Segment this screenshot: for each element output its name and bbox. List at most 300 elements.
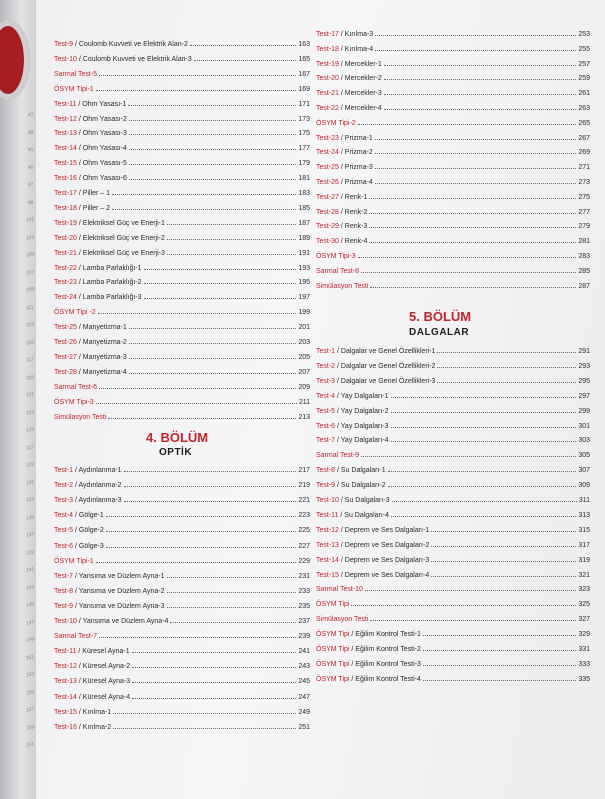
- toc-entry-page-number: 231: [298, 572, 310, 580]
- toc-entry-label: Test-27: [54, 353, 77, 361]
- toc-entry-title: [316, 661, 421, 668]
- toc-entry: [316, 115, 590, 127]
- toc-entry-page-number: 251: [298, 723, 310, 731]
- toc-entry-page-number: 213: [298, 413, 310, 421]
- toc-entry-topic: / Manyetizma-4: [76, 368, 127, 376]
- toc-entry: [54, 364, 310, 376]
- toc-entry-label: ÖSYM Tipi-1: [54, 557, 94, 565]
- toc-entry-topic: / Deprem ve Ses Dalgaları-4: [338, 571, 430, 579]
- toc-entry: [54, 492, 310, 504]
- toc-entry-page-number: 201: [298, 324, 310, 332]
- toc-entry-topic: / Mercekler-2: [338, 75, 382, 83]
- toc-entry-topic: / Gölge-2: [73, 527, 104, 535]
- toc-entry-topic: / Deprem ve Ses Dalgaları-2: [338, 541, 430, 549]
- toc-entry-label: Test-21: [54, 249, 77, 257]
- toc-entry-label: Test-11: [316, 511, 339, 519]
- toc-entry-page-number: 297: [578, 392, 590, 400]
- toc-entry-topic: / Aydınlanma-3: [73, 497, 122, 505]
- toc-entry-label: Test-20: [54, 234, 77, 242]
- dot-leader: [384, 65, 577, 66]
- toc-entry: [316, 358, 590, 370]
- toc-entry: [316, 388, 590, 400]
- toc-entry-label: Test-29: [316, 223, 339, 231]
- toc-entry-topic: / Yansıma ve Düzlem Ayna-1: [73, 572, 165, 580]
- toc-entry: [54, 36, 310, 48]
- toc-entry-title: [54, 648, 130, 655]
- section-5-title: 5. BÖLÜM: [409, 309, 472, 324]
- toc-entry-topic: / Mercekler-3: [338, 90, 382, 98]
- toc-entry: [316, 462, 590, 474]
- toc-entry-title: [54, 235, 165, 242]
- publisher-logo-icon: [0, 20, 30, 100]
- toc-entry-label: Test-25: [316, 164, 339, 172]
- toc-entry-page-number: 303: [578, 437, 590, 445]
- toc-entry-label: Test-1: [54, 467, 74, 474]
- toc-entry-title: [316, 586, 363, 593]
- dot-leader: [361, 272, 576, 273]
- toc-entry: [54, 289, 310, 301]
- adjacent-page-number: 113: [25, 321, 35, 329]
- toc-entry: [316, 248, 590, 260]
- toc-entry-title: [54, 324, 127, 331]
- toc-entry-label: Test-15: [54, 160, 77, 168]
- toc-entry: [54, 689, 310, 701]
- toc-entry-label: Test-5: [316, 407, 336, 415]
- toc-entry: [54, 507, 310, 519]
- toc-entry-title: [316, 482, 386, 489]
- dot-leader: [99, 75, 296, 76]
- toc-entry-label: Test-10: [316, 497, 339, 504]
- toc-entry-label: ÖSYM Tipi: [316, 660, 350, 668]
- dot-leader: [144, 269, 297, 270]
- toc-entry-label: Test-14: [54, 145, 77, 153]
- toc-entry-label: Test-13: [54, 130, 77, 138]
- adjacent-page-number: 91: [28, 146, 35, 154]
- toc-entry: [54, 477, 310, 489]
- toc-entry-title: [316, 238, 367, 245]
- toc-entry-page-number: 195: [298, 279, 310, 287]
- toc-entry-page-number: 217: [298, 467, 310, 474]
- toc-entry-label: Test-12: [316, 526, 339, 534]
- toc-entry-title: [54, 145, 127, 152]
- dot-leader: [132, 667, 296, 668]
- adjacent-page-number: 157: [25, 706, 35, 714]
- toc-entry-page-number: 223: [298, 512, 310, 520]
- dot-leader: [351, 605, 576, 606]
- toc-entry-title: [316, 164, 373, 171]
- toc-entry-label: Test-20: [316, 75, 339, 83]
- toc-entry: [316, 671, 590, 683]
- toc-entry-title: [54, 116, 127, 123]
- dot-leader: [391, 516, 576, 517]
- toc-entry-label: Test-22: [316, 105, 339, 112]
- toc-entry-label: Test-3: [316, 377, 336, 385]
- dot-leader: [369, 242, 576, 243]
- dot-leader: [129, 149, 296, 150]
- toc-entry-label: Test-30: [316, 238, 339, 246]
- toc-entry-title: [316, 423, 389, 430]
- toc-entry: [316, 204, 590, 216]
- toc-entry-topic: / Aydınlanma-2: [73, 482, 122, 490]
- toc-entry-page-number: 219: [298, 482, 310, 490]
- toc-entry-topic: / Yansıma ve Düzlem Ayna-4: [76, 618, 169, 625]
- dot-leader: [106, 516, 297, 517]
- toc-entry-topic: / Yansıma ve Düzlem Ayna-2: [73, 587, 165, 595]
- toc-entry-title: [54, 101, 126, 108]
- dot-leader: [124, 486, 297, 487]
- toc-entry-title: [316, 223, 367, 230]
- adjacent-page-number: 107: [25, 268, 35, 277]
- dot-leader: [128, 105, 296, 106]
- dot-leader: [369, 213, 576, 214]
- dot-leader: [129, 358, 297, 359]
- toc-entry-label: Test-26: [54, 339, 77, 346]
- dot-leader: [423, 635, 576, 636]
- toc-entry-title: [54, 250, 165, 257]
- dot-leader: [361, 456, 576, 457]
- toc-entry: [316, 477, 590, 489]
- dot-leader: [194, 60, 297, 61]
- toc-entry-page-number: 265: [578, 119, 590, 127]
- toc-entry-page-number: 329: [578, 631, 590, 639]
- dot-leader: [392, 501, 577, 502]
- toc-entry-label: Test-6: [54, 542, 74, 550]
- toc-entry-topic: / Prizma-4: [338, 179, 373, 186]
- toc-entry-label: Test-4: [316, 392, 336, 400]
- toc-entry-title: [54, 663, 130, 670]
- toc-entry: [54, 319, 310, 331]
- toc-entry-page-number: 283: [578, 253, 590, 260]
- toc-entry: [316, 447, 590, 459]
- toc-entry-topic: / Manyetizma-2: [76, 339, 127, 346]
- toc-entry: [316, 403, 590, 415]
- toc-entry-title: [316, 46, 373, 53]
- toc-entry-topic: / Renk-3: [338, 223, 368, 231]
- toc-entry: [54, 200, 310, 212]
- toc-entry-topic: / Prizma-2: [338, 149, 373, 157]
- toc-entry-title: [54, 543, 104, 550]
- adjacent-page-number: 119: [25, 373, 35, 382]
- toc-entry-topic: / Ohm Yasası-1: [76, 100, 127, 108]
- toc-entry: [316, 537, 590, 549]
- toc-entry: [316, 567, 590, 579]
- dot-leader: [358, 124, 577, 125]
- toc-entry-page-number: 165: [298, 55, 310, 63]
- dot-leader: [99, 388, 296, 389]
- dot-leader: [132, 652, 297, 653]
- section-4-subtitle: OPTİK: [159, 447, 193, 458]
- toc-entry-page-number: 227: [298, 542, 310, 550]
- toc-entry-label: Test-23: [316, 134, 339, 142]
- toc-entry-title: [316, 452, 359, 459]
- dot-leader: [144, 298, 297, 299]
- dot-leader: [384, 79, 577, 80]
- toc-entry-page-number: 335: [578, 675, 590, 683]
- toc-entry-label: Test-22: [54, 264, 77, 272]
- adjacent-page-number: 95: [28, 164, 35, 171]
- toc-entry: [316, 218, 590, 230]
- toc-entry-topic: / Deprem ve Ses Dalgaları-1: [338, 526, 430, 534]
- dot-leader: [129, 134, 296, 135]
- toc-entry-title: [54, 56, 192, 63]
- dot-leader: [170, 622, 296, 623]
- section-4-title: 4. BÖLÜM: [146, 430, 209, 445]
- toc-entry-page-number: 313: [578, 511, 590, 519]
- toc-entry-page-number: 189: [298, 234, 310, 242]
- toc-entry-label: Test-8: [54, 587, 74, 595]
- toc-entry: [316, 159, 590, 171]
- toc-entry-label: Sarmal Test-5: [54, 70, 98, 78]
- toc-entry-label: Test-17: [54, 190, 77, 197]
- toc-entry-topic: / Ohm Yasası-2: [76, 115, 127, 123]
- toc-entry-title: [316, 646, 421, 653]
- toc-entry-title: [54, 497, 122, 504]
- adjacent-page-number: 149: [25, 636, 35, 644]
- toc-entry-title: [54, 618, 168, 625]
- dot-leader: [144, 283, 297, 284]
- toc-entry-page-number: 257: [578, 60, 590, 68]
- toc-entry-label: ÖSYM Tipi: [316, 601, 350, 609]
- dot-leader: [167, 607, 297, 608]
- dot-leader: [423, 650, 576, 651]
- toc-entry: [54, 349, 310, 361]
- toc-entry-title: [54, 384, 97, 391]
- toc-entry-page-number: 211: [298, 398, 310, 406]
- toc-entry-title: [54, 41, 188, 48]
- toc-entry-page-number: 205: [298, 353, 310, 361]
- dot-leader: [391, 412, 577, 413]
- toc-entry-topic: / Dalgalar ve Genel Özellikleri-3: [335, 377, 436, 385]
- toc-entry-label: Test-27: [316, 193, 339, 201]
- adjacent-page-number: 155: [25, 688, 35, 697]
- toc-entry-page-number: 327: [578, 616, 590, 624]
- dot-leader: [108, 418, 296, 419]
- table-of-contents-page: [36, 0, 605, 799]
- toc-entry-topic: / Renk-4: [338, 238, 368, 246]
- toc-entry-topic: / Deprem ve Ses Dalgaları-3: [338, 556, 430, 564]
- adjacent-page-number: 129: [25, 461, 35, 469]
- adjacent-page-number: 97: [28, 181, 35, 189]
- toc-entry: [54, 111, 310, 123]
- toc-entry-page-number: 183: [298, 190, 310, 197]
- toc-entry: [54, 304, 310, 316]
- toc-entry: [54, 598, 310, 610]
- toc-entry-title: [54, 482, 122, 489]
- toc-entry-title: [54, 414, 106, 421]
- toc-entry-page-number: 271: [578, 164, 590, 172]
- toc-entry-page-number: 267: [578, 134, 590, 142]
- toc-entry-title: [316, 120, 356, 127]
- toc-entry-title: [316, 676, 421, 683]
- toc-entry-page-number: 299: [578, 407, 590, 415]
- toc-entry-label: Test-15: [316, 571, 339, 579]
- toc-entry-topic: / Eğilim Kontrol Testi-3: [349, 660, 421, 668]
- toc-entry: [54, 673, 310, 685]
- adjacent-page-number: 133: [25, 496, 35, 504]
- dot-leader: [388, 486, 577, 487]
- toc-entry-page-number: 291: [578, 348, 590, 355]
- toc-entry-label: Test-26: [316, 179, 339, 186]
- toc-entry-topic: / Renk-1: [338, 193, 368, 201]
- toc-entry-page-number: 309: [578, 482, 590, 490]
- toc-entry-label: Sarmal Test-10: [316, 586, 363, 594]
- dot-leader: [369, 227, 576, 228]
- toc-entry-topic: / Ohm Yasası-3: [76, 130, 127, 138]
- toc-entry-title: [316, 179, 373, 186]
- toc-entry-label: Test-11: [54, 648, 77, 656]
- toc-entry-page-number: 197: [298, 294, 310, 302]
- adjacent-page-number: 67: [28, 111, 35, 119]
- toc-entry-label: Test-19: [54, 219, 77, 227]
- toc-entry-label: Test-13: [316, 541, 339, 549]
- dot-leader: [129, 343, 297, 344]
- toc-entry-label: Sarmal Test-6: [54, 383, 98, 391]
- dot-leader: [388, 471, 577, 472]
- toc-entry: [316, 432, 590, 444]
- adjacent-page-number: 145: [25, 601, 35, 609]
- toc-entry-page-number: 285: [578, 267, 590, 275]
- toc-entry-topic: / Yay Dalgaları-4: [335, 437, 389, 445]
- toc-entry-topic: / Eğilim Kontrol Testi-4: [349, 675, 421, 683]
- toc-entry-page-number: 191: [298, 249, 310, 257]
- adjacent-page-number: 147: [25, 618, 35, 627]
- toc-entry-page-number: 181: [298, 175, 310, 183]
- toc-entry-title: [54, 190, 110, 197]
- toc-entry: [54, 643, 310, 655]
- toc-entry-topic: / Mercekler-1: [338, 60, 382, 68]
- toc-entry-page-number: 233: [298, 587, 310, 595]
- toc-entry-label: Test-15: [54, 708, 77, 716]
- toc-entry: [54, 704, 310, 716]
- toc-entry-topic: / Yansıma ve Düzlem Ayna-3: [73, 602, 165, 610]
- dot-leader: [423, 665, 576, 666]
- toc-entry-topic: / Küresel Ayna-1: [76, 648, 130, 656]
- adjacent-page-number: 151: [25, 653, 35, 662]
- toc-entry-label: Test-24: [54, 294, 77, 302]
- adjacent-page-number: 139: [25, 548, 35, 557]
- toc-entry: [54, 522, 310, 534]
- toc-entry-page-number: 295: [578, 377, 590, 385]
- toc-entry-title: [316, 393, 389, 400]
- toc-entry-page-number: 179: [298, 160, 310, 168]
- toc-entry: [54, 409, 310, 421]
- toc-entry-title: [316, 572, 429, 579]
- toc-entry-label: ÖSYM Tipi -2: [54, 309, 96, 317]
- toc-entry-title: [54, 467, 122, 474]
- toc-entry: [54, 81, 310, 93]
- toc-entry: [54, 379, 310, 391]
- toc-entry: [316, 522, 590, 534]
- toc-entry-page-number: 225: [298, 527, 310, 535]
- toc-entry-page-number: 331: [578, 646, 590, 653]
- dot-leader: [391, 441, 577, 442]
- toc-entry-label: Test-6: [316, 422, 336, 430]
- toc-entry-label: Test-16: [54, 175, 77, 183]
- toc-entry-topic: / Prizma-1: [338, 134, 373, 142]
- toc-entry-page-number: 333: [578, 660, 590, 668]
- toc-entry-label: Test-1: [316, 348, 336, 355]
- toc-entry-page-number: 171: [298, 100, 310, 108]
- toc-entry: [54, 51, 310, 63]
- toc-entry-label: ÖSYM Tipi: [316, 675, 350, 683]
- toc-entry-label: Test-19: [316, 60, 339, 68]
- toc-entry-label: Test-10: [54, 55, 77, 63]
- dot-leader: [112, 194, 296, 195]
- toc-entry-title: [316, 194, 367, 201]
- toc-entry: [316, 144, 590, 156]
- toc-entry: [316, 26, 590, 38]
- toc-entry-topic: / Piller – 2: [76, 204, 111, 212]
- dot-leader: [106, 547, 297, 548]
- toc-entry-title: [316, 31, 373, 38]
- toc-entry-label: Test-9: [54, 602, 74, 610]
- toc-entry: [54, 245, 310, 257]
- toc-entry-title: [54, 573, 165, 580]
- toc-entry-page-number: 245: [298, 678, 310, 686]
- toc-entry-page-number: 287: [578, 282, 590, 290]
- toc-entry: [316, 418, 590, 430]
- toc-entry-page-number: 319: [578, 556, 590, 564]
- dot-leader: [129, 164, 296, 165]
- toc-entry-page-number: 221: [298, 497, 310, 505]
- toc-entry-label: Test-21: [316, 90, 339, 98]
- toc-entry-label: Test-9: [54, 41, 74, 48]
- toc-entry-label: Simülasyon Testi: [54, 413, 107, 421]
- toc-entry-page-number: 253: [578, 31, 590, 38]
- toc-entry-page-number: 275: [578, 193, 590, 201]
- toc-entry-label: Test-23: [54, 279, 77, 287]
- toc-entry-title: [54, 205, 110, 212]
- toc-entry: [54, 170, 310, 182]
- toc-entry-page-number: 241: [298, 648, 310, 656]
- toc-entry-topic: / Lamba Parlaklığı-3: [76, 294, 142, 302]
- dot-leader: [124, 471, 297, 472]
- toc-entry: [316, 343, 590, 355]
- toc-entry-page-number: 325: [578, 601, 590, 609]
- toc-entry: [316, 41, 590, 53]
- dot-leader: [431, 576, 576, 577]
- toc-entry-title: [316, 61, 382, 68]
- toc-entry-title: [54, 633, 97, 640]
- dot-leader: [358, 257, 577, 258]
- toc-entry-topic: / Yay Dalgaları-3: [335, 422, 389, 430]
- adjacent-page-number: 117: [25, 356, 35, 364]
- toc-entry-title: [54, 220, 165, 227]
- toc-entry-title: [316, 90, 382, 97]
- toc-entry-label: ÖSYM Tipi-1: [54, 85, 94, 93]
- toc-entry-label: ÖSYM Tipi: [316, 646, 350, 653]
- toc-entry-topic: / Yay Dalgaları-1: [335, 392, 389, 400]
- toc-entry-page-number: 243: [298, 663, 310, 671]
- toc-entry-topic: / Dalgalar ve Genel Özellikleri-1: [335, 348, 436, 355]
- dot-leader: [167, 239, 296, 240]
- toc-entry: [54, 215, 310, 227]
- toc-entry-topic: / Su Dalgaları-3: [338, 497, 390, 504]
- toc-entry-title: [316, 408, 389, 415]
- dot-leader: [384, 109, 577, 110]
- toc-entry-page-number: 229: [298, 557, 310, 565]
- toc-entry-page-number: 193: [298, 264, 310, 272]
- toc-entry: [54, 462, 310, 474]
- toc-entry-page-number: 177: [298, 145, 310, 153]
- dot-leader: [99, 637, 296, 638]
- dot-leader: [98, 313, 297, 314]
- dot-leader: [375, 168, 577, 169]
- toc-entry-label: ÖSYM Tipi-2: [316, 119, 356, 127]
- dot-leader: [167, 577, 297, 578]
- adjacent-page-number: 141: [25, 566, 35, 574]
- toc-entry: [316, 626, 590, 638]
